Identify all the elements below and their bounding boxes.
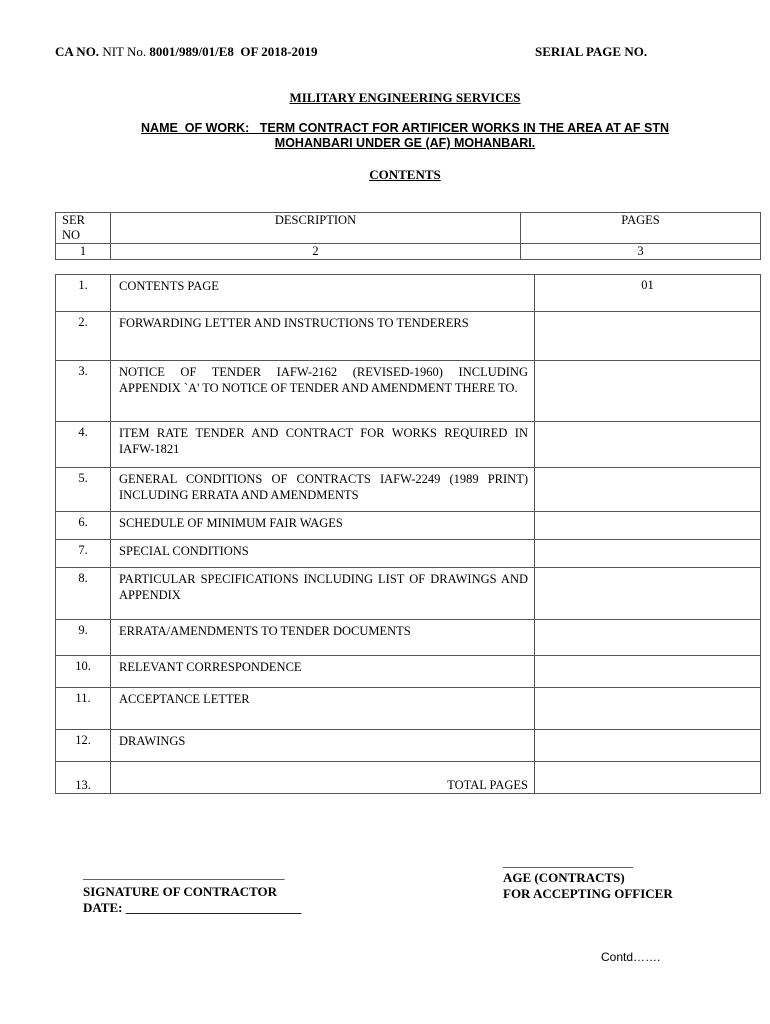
officer-title: AGE (CONTRACTS)	[503, 870, 625, 885]
col-number-1: 1	[56, 244, 111, 260]
table-row	[56, 540, 761, 568]
row-desc: PARTICULAR SPECIFICATIONS INCLUDING LIST OF DRAWINGS AND APPENDIX	[111, 568, 535, 620]
row-ser: 9.	[56, 620, 111, 656]
contd-label: Contd…….	[601, 950, 661, 964]
row-desc: CONTENTS PAGE	[111, 275, 535, 312]
col-number-2: 2	[111, 244, 521, 260]
contractor-date-label: DATE: ___________________________	[83, 900, 302, 915]
contractor-signature-block	[83, 866, 301, 915]
ser-label: SER	[62, 213, 85, 227]
row-desc: FORWARDING LETTER AND INSTRUCTIONS TO TENDERERS	[111, 312, 535, 361]
row-pages	[535, 422, 761, 468]
officer-signature-block	[503, 854, 673, 901]
col-number-3: 3	[521, 244, 761, 260]
row-pages	[535, 540, 761, 568]
no-label: NO	[62, 228, 81, 242]
row-desc: ITEM RATE TENDER AND CONTRACT FOR WORKS REQUIRED IN IAFW-1821	[111, 422, 535, 468]
row-pages	[535, 512, 761, 540]
total-pages-label: TOTAL PAGES	[111, 762, 535, 794]
nit-value: 8001/989/01/E8 OF 2018-2019	[149, 44, 318, 59]
table-row	[56, 512, 761, 540]
row-desc: SPECIAL CONDITIONS	[111, 540, 535, 568]
table-row	[56, 762, 761, 794]
row-ser: 6.	[56, 512, 111, 540]
contents-title: CONTENTS	[369, 167, 441, 182]
description-header: DESCRIPTION	[111, 213, 521, 244]
row-ser: 10.	[56, 656, 111, 688]
row-pages	[535, 730, 761, 762]
ca-no-label: CA NO.	[55, 44, 100, 59]
table-row	[56, 312, 761, 361]
row-desc: NOTICE OF TENDER IAFW-2162 (REVISED-1960) INCLUDING APPENDIX `A' TO NOTICE OF TENDER AND AMENDMENT THERE TO.	[111, 361, 535, 422]
row-pages	[535, 468, 761, 512]
row-desc: RELEVANT CORRESPONDENCE	[111, 656, 535, 688]
row-pages	[535, 688, 761, 730]
row-ser: 13.	[56, 762, 111, 794]
row-ser: 8.	[56, 568, 111, 620]
table-row	[56, 656, 761, 688]
row-pages	[535, 568, 761, 620]
table-row	[56, 422, 761, 468]
row-ser: 1.	[56, 275, 111, 312]
row-desc: SCHEDULE OF MINIMUM FAIR WAGES	[111, 512, 535, 540]
row-ser: 3.	[56, 361, 111, 422]
table-row	[56, 568, 761, 620]
contractor-signature-line: _______________________________	[83, 866, 285, 881]
contractor-signature-label: SIGNATURE OF CONTRACTOR	[83, 884, 278, 899]
total-pages-value	[535, 762, 761, 794]
name-of-work-line2: MOHANBARI UNDER GE (AF) MOHANBARI.	[274, 136, 536, 150]
row-ser: 7.	[56, 540, 111, 568]
row-ser: 2.	[56, 312, 111, 361]
contents-header-table	[55, 212, 761, 260]
row-ser: 12.	[56, 730, 111, 762]
row-pages	[535, 656, 761, 688]
contents-table	[55, 274, 761, 794]
row-ser: 11.	[56, 688, 111, 730]
pages-header: PAGES	[521, 213, 761, 244]
ca-nit-header	[55, 44, 318, 60]
table-row	[56, 361, 761, 422]
org-title: MILITARY ENGINEERING SERVICES	[289, 90, 521, 105]
row-desc: ACCEPTANCE LETTER	[111, 688, 535, 730]
table-row	[56, 730, 761, 762]
row-ser: 5.	[56, 468, 111, 512]
row-desc: ERRATA/AMENDMENTS TO TENDER DOCUMENTS	[111, 620, 535, 656]
row-pages	[535, 361, 761, 422]
officer-signature-line: ____________________	[503, 854, 633, 869]
row-ser: 4.	[56, 422, 111, 468]
officer-label: FOR ACCEPTING OFFICER	[503, 886, 673, 901]
row-pages: 01	[535, 275, 761, 312]
ser-no-header	[56, 213, 111, 244]
name-of-work	[0, 121, 770, 151]
row-desc: DRAWINGS	[111, 730, 535, 762]
table-row	[56, 688, 761, 730]
row-pages	[535, 620, 761, 656]
table-row	[56, 620, 761, 656]
table-row	[56, 468, 761, 512]
table-row	[56, 275, 761, 312]
row-pages	[535, 312, 761, 361]
row-desc: GENERAL CONDITIONS OF CONTRACTS IAFW-2249 (1989 PRINT) INCLUDING ERRATA AND AMENDMENTS	[111, 468, 535, 512]
nit-label: NIT No.	[102, 44, 147, 59]
serial-page-label: SERIAL PAGE NO.	[535, 44, 648, 59]
name-of-work-line1: NAME OF WORK: TERM CONTRACT FOR ARTIFICER WORKS IN THE AREA AT AF STN	[141, 121, 669, 135]
